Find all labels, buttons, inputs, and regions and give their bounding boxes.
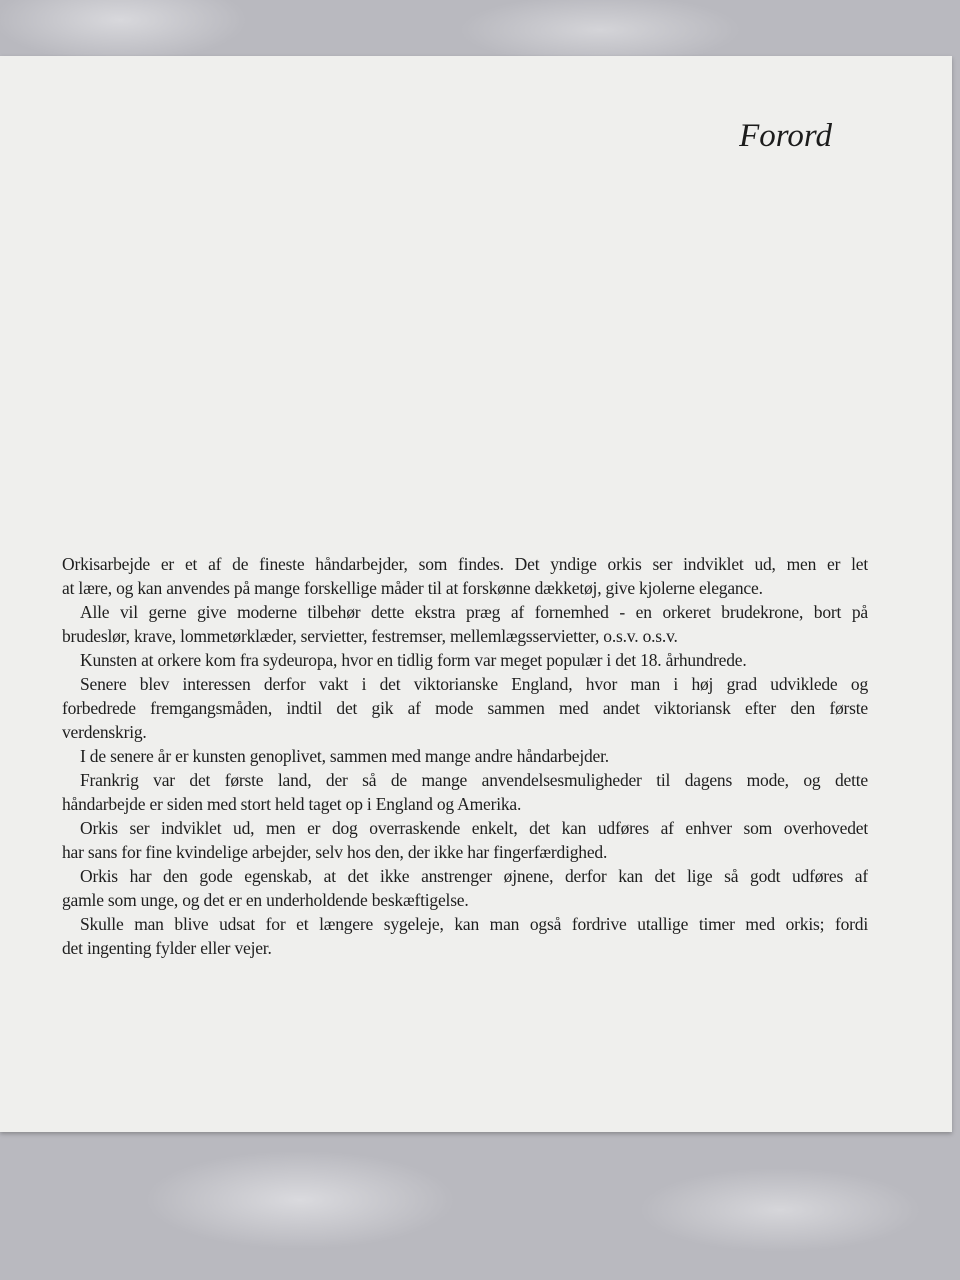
text-line: Orkisarbejde er et af de fineste håndarbejder, som findes. Det yndige orkis ser indviklet ud, men er let <box>62 554 868 574</box>
text-line: Frankrig var det første land, der så de mange anvendelsesmuligheder til dagens mode, og dette <box>80 770 868 790</box>
text-line: håndarbejde er siden med stort held taget op i England og Amerika. <box>62 794 522 814</box>
text-line: Skulle man blive udsat for et længere sygeleje, kan man også fordrive utallige timer med orkis; fordi <box>80 914 868 934</box>
text-line: det ingenting fylder eller vejer. <box>62 938 272 958</box>
text-line: Orkis har den gode egenskab, at det ikke anstrenger øjnene, derfor kan det lige så godt udføres af <box>80 866 868 886</box>
text-line: har sans for fine kvindelige arbejder, selv hos den, der ikke har fingerfærdighed. <box>62 842 608 862</box>
text-line: brudeslør, krave, lommetørklæder, servietter, festremser, mellemlægsservietter, o.s.v. o.s.v. <box>62 626 678 646</box>
text-line: Alle vil gerne give moderne tilbehør dette ekstra præg af fornemhed - en orkeret brudekrone, bort på <box>80 602 868 622</box>
page-title: Forord <box>739 118 832 154</box>
text-line: I de senere år er kunsten genoplivet, sammen med mange andre håndarbejder. <box>80 746 609 766</box>
book-page <box>0 56 952 1132</box>
foreword-text <box>62 552 868 960</box>
text-line: at lære, og kan anvendes på mange forskellige måder til at forskønne dækketøj, give kjolerne elegance. <box>62 578 763 598</box>
text-line: gamle som unge, og det er en underholdende beskæftigelse. <box>62 890 469 910</box>
text-line: Senere blev interessen derfor vakt i det viktorianske England, hvor man i høj grad udviklede og <box>80 674 868 694</box>
text-line: Orkis ser indviklet ud, men er dog overraskende enkelt, det kan udføres af enhver som overhovedet <box>80 818 868 838</box>
text-line: Kunsten at orkere kom fra sydeuropa, hvor en tidlig form var meget populær i det 18. århundrede. <box>80 650 747 670</box>
text-line: forbedrede fremgangsmåden, indtil det gik af mode sammen med andet viktoriansk efter den første <box>62 698 868 718</box>
text-line: verdenskrig. <box>62 722 147 742</box>
